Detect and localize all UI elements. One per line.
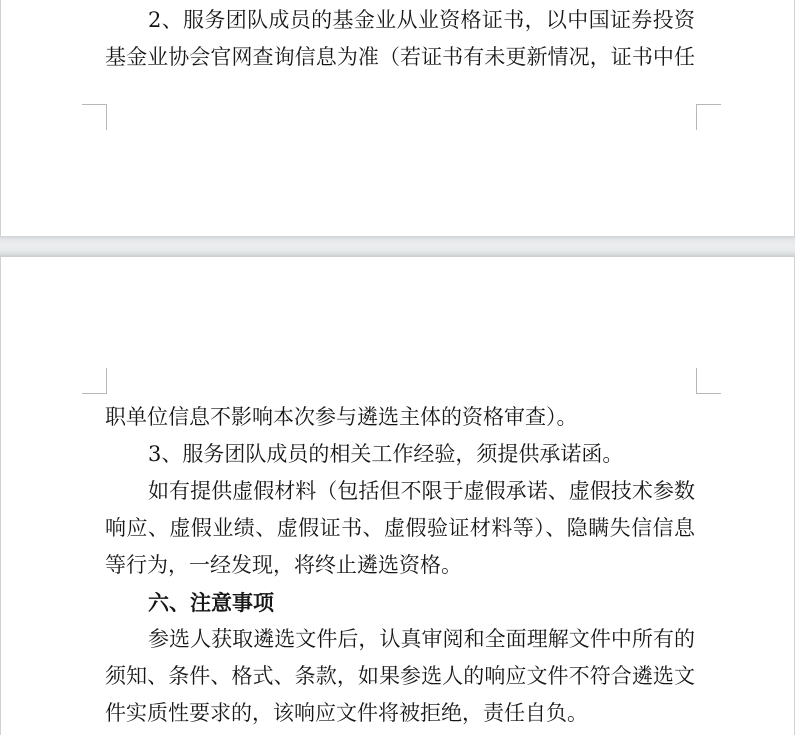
text-line: 件实质性要求的，该响应文件将被拒绝，责任自负。 (105, 701, 588, 725)
document-page-1[interactable] (0, 0, 795, 236)
text-line: 基金业协会官网查询信息为准（若证书有未更新情况，证书中任 (105, 45, 695, 69)
text-boundary-mark-top-left (82, 368, 107, 394)
text-boundary-mark-bottom-left (82, 104, 107, 130)
text-line: 等行为，一经发现，将终止遴选资格。 (105, 553, 462, 577)
text-line: 3、服务团队成员的相关工作经验，须提供承诺函。 (148, 442, 624, 466)
text-boundary-mark-top-right (696, 368, 721, 394)
text-line: 2、服务团队成员的基金业从业资格证书，以中国证券投资 (148, 8, 695, 32)
page-2-text-block[interactable] (105, 399, 695, 732)
text-line: 职单位信息不影响本次参与遴选主体的资格审查）。 (105, 405, 578, 429)
page-1-text-block[interactable] (105, 2, 695, 76)
section-heading: 六、注意事项 (148, 590, 274, 615)
document-page-2[interactable] (0, 257, 795, 735)
text-line: 参选人获取遴选文件后，认真审阅和全面理解文件中所有的 (148, 627, 695, 651)
text-line: 响应、虚假业绩、虚假证书、虚假验证材料等）、隐瞒失信信息 (105, 516, 695, 540)
page-break-gap (0, 236, 795, 257)
text-line: 如有提供虚假材料（包括但不限于虚假承诺、虚假技术参数 (148, 479, 695, 503)
text-line: 须知、条件、格式、条款，如果参选人的响应文件不符合遴选文 (105, 664, 695, 688)
text-boundary-mark-bottom-right (696, 104, 721, 130)
